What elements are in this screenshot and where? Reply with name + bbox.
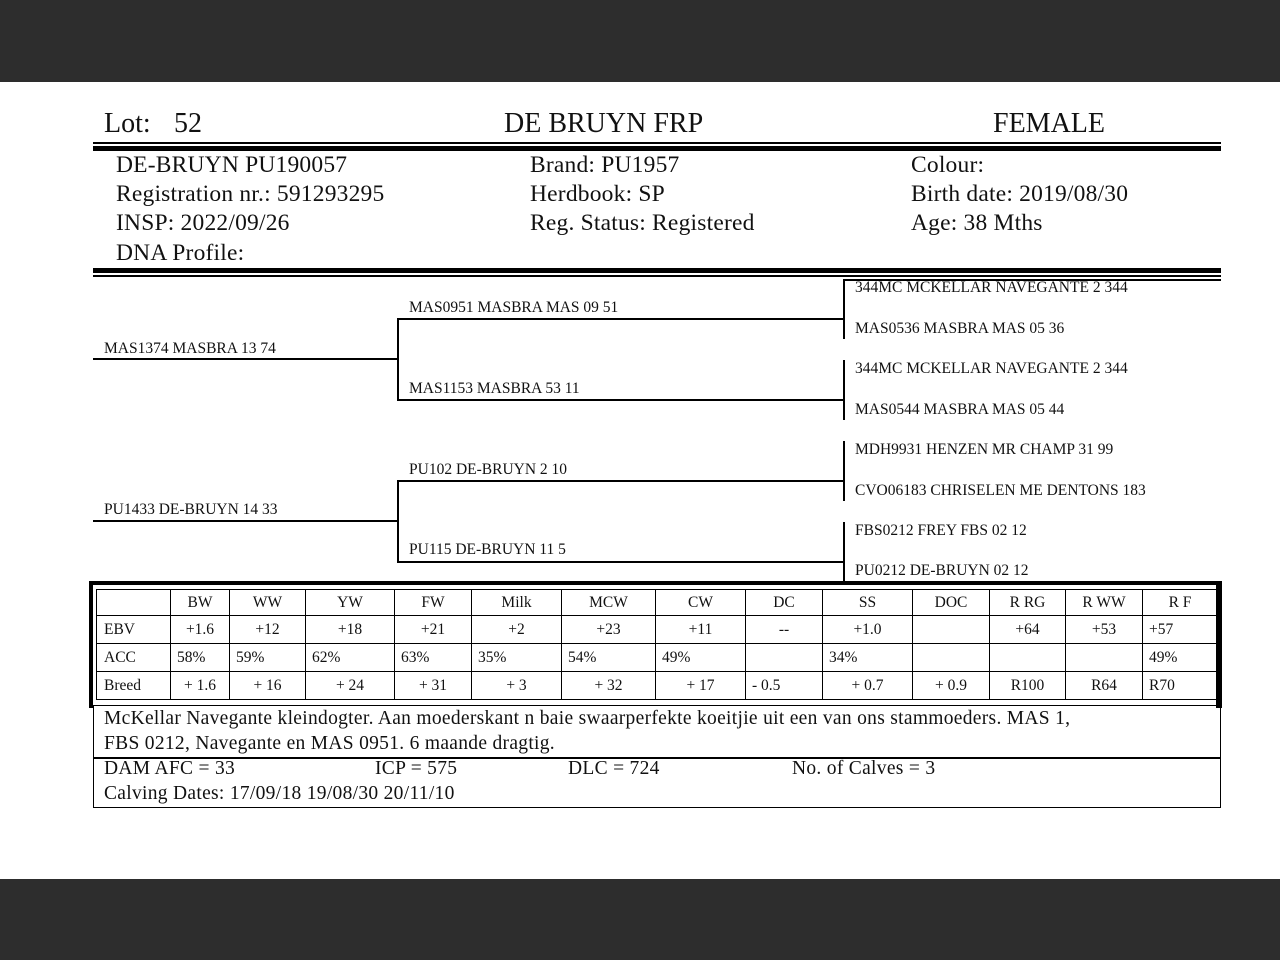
pedigree-dam-dam: PU115 DE-BRUYN 11 5 [409,541,566,558]
dam-afc: DAM AFC = 33 [104,758,236,779]
birth-date: Birth date: 2019/08/30 [911,181,1129,207]
comment-line-1: McKellar Navegante kleindogter. Aan moederskant n baie swaarperfekte koeitjie uit een van ons stammoeders. MAS 1, [104,708,1071,729]
row-label: Breed [97,672,171,700]
info-rule-thin [93,275,1221,277]
table-cell: 54% [562,644,656,672]
breeder-name: DE BRUYN FRP [504,108,704,139]
table-header-cell: YW [306,590,395,616]
pedigree-line [397,318,399,400]
table-cell: 35% [472,644,562,672]
table-header-cell: Milk [472,590,562,616]
table-cell: + 3 [472,672,562,700]
pedigree-line [843,360,845,420]
acc-row [97,644,1218,672]
header-rule-thick [93,146,1221,151]
pedigree-ssd: MAS0536 MASBRA MAS 05 36 [855,320,1065,337]
pedigree-line [397,399,844,401]
lot-number: 52 [174,108,202,139]
table-cell: +18 [306,616,395,644]
calving-dates: Calving Dates: 17/09/18 19/08/30 20/11/10 [104,783,455,804]
number-of-calves: No. of Calves = 3 [792,758,936,779]
table-cell: +12 [230,616,306,644]
table-header-cell: CW [656,590,746,616]
row-label: EBV [97,616,171,644]
table-header-cell: FW [395,590,472,616]
table-cell: 63% [395,644,472,672]
table-cell: R70 [1143,672,1218,700]
pedigree-line [397,318,844,320]
table-header-cell: BW [171,590,230,616]
pedigree-dsd: CVO06183 CHRISELEN ME DENTONS 183 [855,482,1146,499]
info-rule-thick [93,268,1221,273]
table-header-cell: DOC [913,590,990,616]
top-letterbox-bar [0,0,1280,82]
pedigree-sire-dam: MAS1153 MASBRA 53 11 [409,380,580,397]
pedigree-sdd: MAS0544 MASBRA MAS 05 44 [855,401,1065,418]
ebv-table [96,589,1218,700]
bottom-letterbox-bar [0,879,1280,960]
pedigree-dds: FBS0212 FREY FBS 02 12 [855,522,1027,539]
pedigree-line [397,480,399,562]
comment-line-2: FBS 0212, Navegante en MAS 0951. 6 maande dragtig. [104,733,555,754]
table-header-cell: R RG [990,590,1066,616]
table-cell: + 0.7 [823,672,913,700]
table-cell: +11 [656,616,746,644]
pedigree-ddd: PU0212 DE-BRUYN 02 12 [855,562,1029,579]
table-cell [1066,644,1143,672]
pedigree-sire-sire: MAS0951 MASBRA MAS 09 51 [409,299,619,316]
table-cell: 59% [230,644,306,672]
pedigree-line [397,561,844,563]
table-cell: + 24 [306,672,395,700]
table-cell: +53 [1066,616,1143,644]
table-cell [990,644,1066,672]
table-cell [913,644,990,672]
animal-name: DE-BRUYN PU190057 [116,152,348,178]
pedigree-sire: MAS1374 MASBRA 13 74 [104,340,276,357]
breed-row [97,672,1218,700]
pedigree-line [843,441,845,501]
table-header-cell: MCW [562,590,656,616]
table-cell: +57 [1143,616,1218,644]
table-header-cell: SS [823,590,913,616]
pedigree-line [93,520,398,522]
table-cell: +1.6 [171,616,230,644]
table-cell: + 32 [562,672,656,700]
ebv-row [97,616,1218,644]
table-cell: 62% [306,644,395,672]
lot-label: Lot: [104,108,151,139]
dlc: DLC = 724 [568,758,660,779]
brand: Brand: PU1957 [530,152,680,178]
table-header-cell: R F [1143,590,1218,616]
ebv-header-row [97,590,1218,616]
table-header-cell: WW [230,590,306,616]
table-cell: - 0.5 [746,672,823,700]
pedigree-sds: 344MC MCKELLAR NAVEGANTE 2 344 [855,360,1128,377]
table-header-cell [97,590,171,616]
pedigree-line [843,279,845,339]
table-cell: + 17 [656,672,746,700]
table-cell: +64 [990,616,1066,644]
table-cell: 49% [1143,644,1218,672]
registration-status: Reg. Status: Registered [530,210,755,236]
table-cell: R64 [1066,672,1143,700]
inspection-date: INSP: 2022/09/26 [116,210,290,236]
pedigree-line [843,522,845,582]
table-cell: 34% [823,644,913,672]
table-cell [913,616,990,644]
table-cell: + 1.6 [171,672,230,700]
colour: Colour: [911,152,985,178]
dna-profile: DNA Profile: [116,240,245,266]
pedigree-line [397,480,844,482]
pedigree-dam-sire: PU102 DE-BRUYN 2 10 [409,461,568,478]
pedigree-sss: 344MC MCKELLAR NAVEGANTE 2 344 [855,279,1128,296]
pedigree-dam: PU1433 DE-BRUYN 14 33 [104,501,278,518]
table-cell: 49% [656,644,746,672]
table-cell: + 0.9 [913,672,990,700]
table-cell: +1.0 [823,616,913,644]
table-header-cell: R WW [1066,590,1143,616]
pedigree-line [93,358,398,360]
header-rule-thin [93,142,1221,144]
table-header-cell: DC [746,590,823,616]
sex-label: FEMALE [993,108,1105,139]
herdbook: Herdbook: SP [530,181,665,207]
table-cell: + 16 [230,672,306,700]
icp: ICP = 575 [375,758,458,779]
pedigree-dss: MDH9931 HENZEN MR CHAMP 31 99 [855,441,1114,458]
table-cell: +21 [395,616,472,644]
age: Age: 38 Mths [911,210,1043,236]
table-cell: +2 [472,616,562,644]
table-cell: R100 [990,672,1066,700]
row-label: ACC [97,644,171,672]
registration-number: Registration nr.: 591293295 [116,181,385,207]
table-cell: + 31 [395,672,472,700]
table-cell: +23 [562,616,656,644]
table-cell: -- [746,616,823,644]
table-cell: 58% [171,644,230,672]
table-cell [746,644,823,672]
